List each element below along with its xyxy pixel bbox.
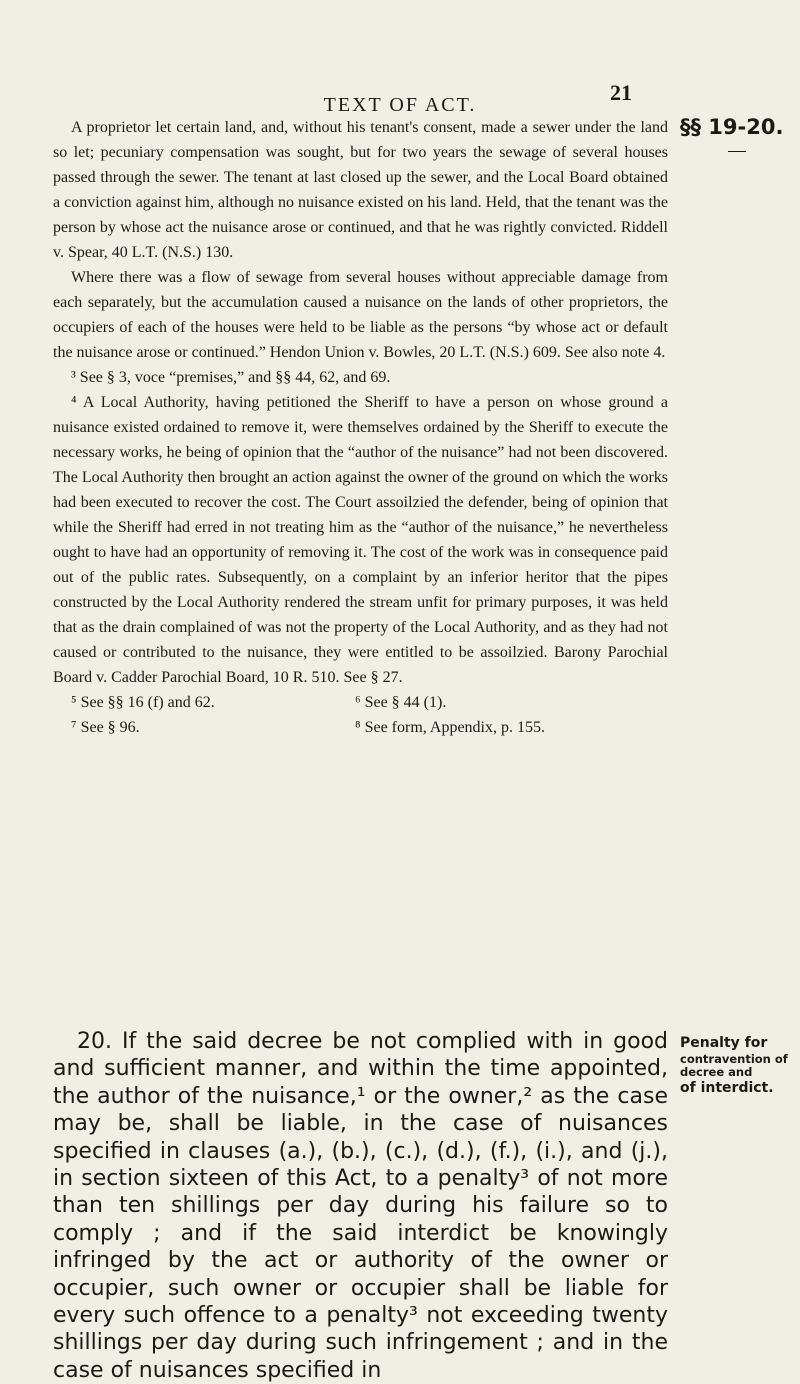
footnote-row xyxy=(53,715,668,740)
footnote-4: ⁴ A Local Authority, having petitioned the Sheriff to have a person on whose ground a nuisance existed ordained to remove it, were themselves ordained by the Sheriff to execute the necessary works, he being of opinion that the “author of the nuisance” had not been discovered. The Local Authority then brought an action against the owner of the ground on which the works had been executed to recover the cost. The Court assoilzied the defender, being of opinion that while the Sheriff had erred in not treating him as the “author of the nuisance,” he nevertheless ought to have had an opportunity of removing it. The cost of the work was in consequence paid out of the public rates. Subsequently, on a complaint by an inferior heritor that the pipes constructed by the Local Authority rendered the stream unfit for primary purposes, it was held that as the drain complained of was not the property of the Local Authority, and as they had not caused or contributed to the nuisance, they were entitled to be assoilzied. Barony Parochial Board v. Cadder Parochial Board, 10 R. 510. See § 27. xyxy=(53,394,668,686)
footnote-row xyxy=(53,690,668,715)
footnote-5: ⁵ See §§ 16 (f) and 62. xyxy=(71,694,215,711)
marginal-note xyxy=(680,1034,796,1098)
footnote-6: ⁶ See § 44 (1). xyxy=(355,694,447,711)
footnote-paragraph: A proprietor let certain land, and, without his tenant's consent, made a sewer under the land so let; pecuniary compensation was sought, but for two years the sewage of several houses passed through the sewer. The tenant at last closed up the sewer, and the Local Board obtained a conviction against him, although no nuisance existed on his land. Held, that the tenant was the person by whose act the nuisance arose or continued, and that he was rightly convicted. Riddell v. Spear, 40 L.T. (N.S.) 130. xyxy=(53,119,668,261)
marginal-note-line: Penalty for xyxy=(680,1035,768,1051)
marginal-note-line: of interdict. xyxy=(680,1080,774,1096)
footnote-3: ³ See § 3, voce “premises,” and §§ 44, 62, and 69. xyxy=(71,369,391,386)
footnote-7: ⁷ See § 96. xyxy=(71,719,140,736)
footnotes-block xyxy=(53,115,668,740)
section-reference-rule xyxy=(728,151,746,152)
marginal-note-line: contravention of decree and xyxy=(680,1052,788,1079)
footnote-8: ⁸ See form, Appendix, p. 155. xyxy=(355,719,545,736)
running-title: TEXT OF ACT. xyxy=(323,94,477,116)
section-20-paragraph: 20. If the said decree be not complied with in good and sufficient manner, and within the time appointed, the author of the nuisance,¹ or the owner,² as the case may be, shall be liable, in the case of nuisances specified in clauses (a.), (b.), (c.), (d.), (f.), (i.), and (j.), in section sixteen of this Act, to a penalty³ of not more than ten shillings per day during his failure so to comply ; and if the said interdict be knowingly infringed by the act or authority of the owner or occupier, such owner or occupier shall be liable for every such offence to a penalty³ not exceeding twenty shillings per day during such infringement ; and in the case of nuisances specified in xyxy=(53,1029,668,1383)
statute-text xyxy=(53,1028,668,1384)
page-number: 21 xyxy=(610,80,632,105)
section-reference: §§ 19-20. xyxy=(680,115,784,139)
footnote-paragraph: Where there was a flow of sewage from several houses without appreciable damage from each separately, but the accumulation caused a nuisance on the lands of other proprietors, the occupiers of each of the houses were held to be liable as the persons “by whose act or default the nuisance arose or continued.” Hendon Union v. Bowles, 20 L.T. (N.S.) 609. See also note 4. xyxy=(53,269,668,361)
